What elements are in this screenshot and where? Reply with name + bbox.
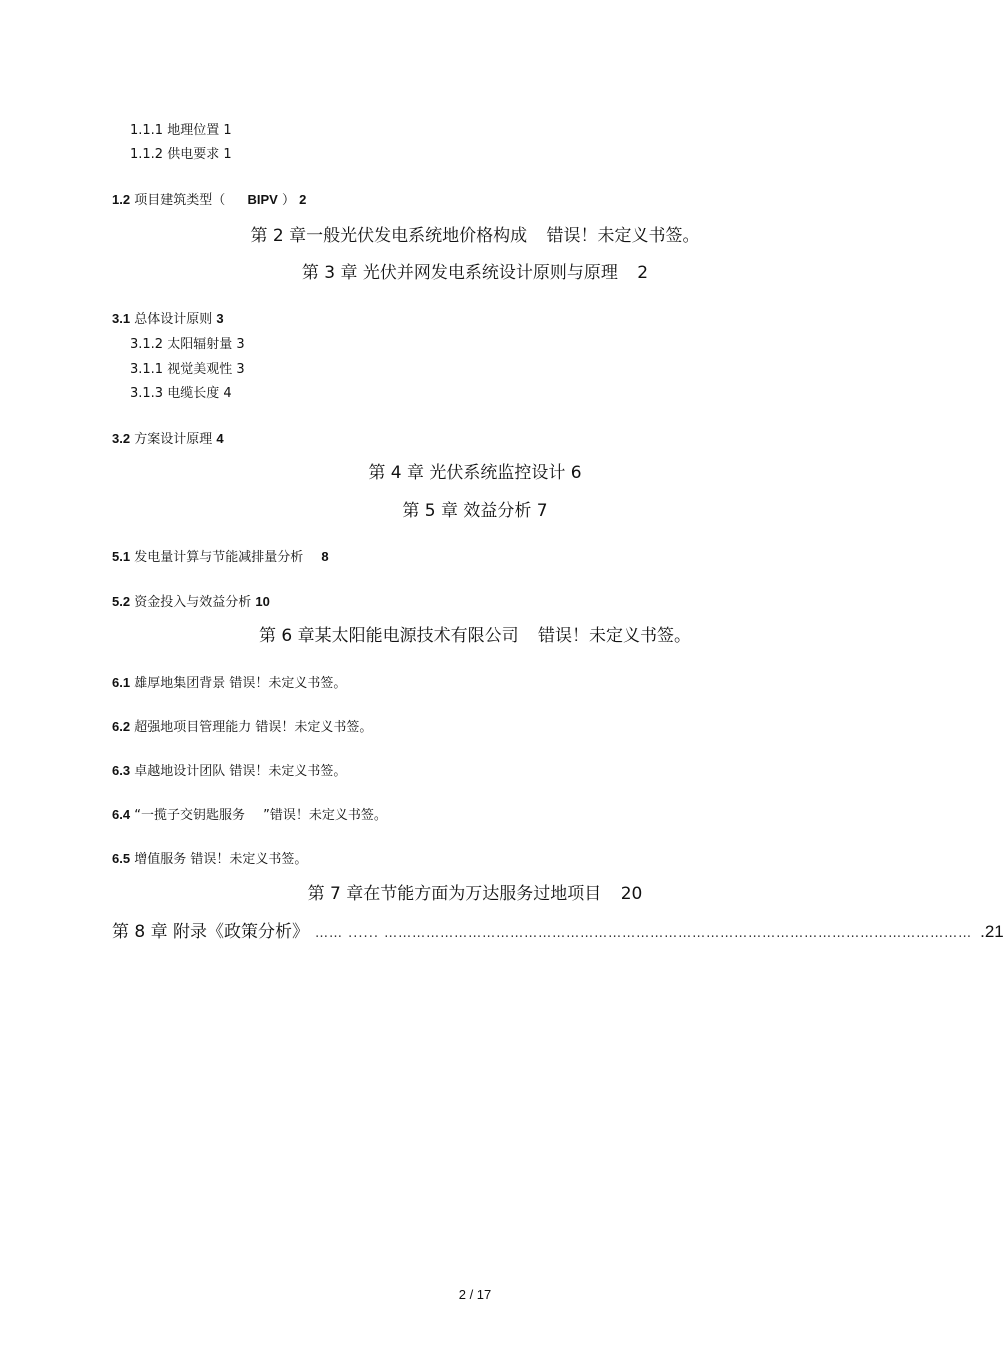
toc-page: 3 [236, 337, 245, 352]
toc-title: “一揽子交钥匙服务 [134, 808, 245, 823]
toc-entry-3-2[interactable] [112, 432, 224, 446]
toc-page: 错误！未定义书签。 [538, 626, 692, 646]
toc-page: 7 [536, 501, 548, 521]
toc-entry-5-2[interactable] [112, 595, 270, 609]
toc-num: 5.2 [112, 594, 131, 609]
toc-num: 6.2 [112, 719, 131, 734]
toc-chapter-title: 第 6 章某太阳能电源技术有限公司 [258, 626, 519, 646]
toc-title: 地理位置 [167, 123, 220, 138]
toc-num: 6.4 [112, 807, 131, 822]
toc-entry-6-5[interactable] [112, 852, 307, 866]
toc-chapter-title: 第 2 章一般光伏发电系统地价格构成 [250, 226, 528, 246]
toc-entry-6-3[interactable] [112, 764, 346, 778]
toc-page: 20 [620, 884, 643, 904]
toc-page: 错误！未定义书签。 [190, 852, 308, 867]
toc-title-close: ” [263, 808, 270, 823]
toc-page: 3 [236, 362, 245, 377]
toc-num: 3.1.2 [130, 337, 164, 352]
toc-entry-1-1-1[interactable] [130, 124, 232, 137]
toc-num: 1.1.1 [130, 123, 164, 138]
toc-entry-1-1-2[interactable] [130, 148, 232, 161]
toc-title-extra: BIPV [247, 192, 278, 207]
toc-chapter-6[interactable] [0, 628, 950, 645]
toc-chapter-title: 第 5 章 效益分析 [402, 501, 532, 521]
toc-page: 错误！未定义书签。 [229, 676, 347, 691]
toc-chapter-2[interactable] [0, 228, 950, 245]
toc-chapter-title: 第 8 章 附录《政策分析》 [112, 922, 310, 942]
toc-page: 1 [223, 123, 232, 138]
toc-title: 电缆长度 [167, 386, 220, 401]
toc-entry-6-2[interactable] [112, 720, 372, 734]
toc-entry-6-4[interactable] [112, 808, 387, 822]
toc-num: 6.3 [112, 763, 131, 778]
toc-page: 1 [223, 147, 232, 162]
toc-entry-3-1-1[interactable] [130, 363, 245, 376]
toc-page: 错误！未定义书签。 [229, 764, 347, 779]
toc-num: 6.5 [112, 851, 131, 866]
toc-title: 总体设计原则 [134, 312, 213, 327]
toc-num: 3.2 [112, 431, 131, 446]
toc-entry-5-1[interactable] [112, 550, 329, 564]
toc-entry-3-1[interactable] [112, 312, 224, 326]
toc-num: 6.1 [112, 675, 131, 690]
toc-chapter-5[interactable] [0, 503, 950, 520]
toc-num: 3.1.1 [130, 362, 164, 377]
toc-page: 2 [299, 192, 307, 207]
toc-title: 供电要求 [167, 147, 220, 162]
toc-page: 4 [216, 431, 224, 446]
toc-entry-3-1-3[interactable] [130, 387, 232, 400]
toc-title: 增值服务 [134, 852, 187, 867]
toc-chapter-7[interactable] [0, 886, 950, 903]
toc-chapter-title: 第 3 章 光伏并网发电系统设计原则与原理 [301, 263, 618, 283]
toc-num: 3.1.3 [130, 386, 164, 401]
toc-title-close: ） [282, 193, 296, 208]
toc-title: 卓越地设计团队 [134, 764, 226, 779]
toc-title: 资金投入与效益分析 [134, 595, 252, 610]
toc-chapter-3[interactable] [0, 265, 950, 282]
toc-entry-1-2[interactable] [112, 193, 306, 207]
toc-page: 8 [321, 549, 329, 564]
toc-leader-dots: …… ...... ……………………………………………………………………………………………………………… [315, 926, 973, 941]
toc-entry-3-1-2[interactable] [130, 338, 245, 351]
toc-entry-6-1[interactable] [112, 676, 346, 690]
toc-num: 5.1 [112, 549, 131, 564]
page-number-footer: 2 / 17 [458, 1287, 492, 1302]
toc-page: 3 [216, 311, 224, 326]
toc-title: 太阳辐射量 [167, 337, 233, 352]
toc-title: 超强地项目管理能力 [134, 720, 252, 735]
toc-num: 1.1.2 [130, 147, 164, 162]
toc-title: 发电量计算与节能减排量分析 [134, 550, 304, 565]
toc-title: 方案设计原理 [134, 432, 213, 447]
toc-page: .21 [980, 922, 1004, 941]
toc-title: 视觉美观性 [167, 362, 233, 377]
toc-title: 项目建筑类型（ [134, 193, 226, 208]
toc-title: 雄厚地集团背景 [134, 676, 226, 691]
toc-chapter-title: 第 7 章在节能方面为万达服务过地项目 [307, 884, 602, 904]
toc-page: 4 [223, 386, 232, 401]
toc-page: 错误！未定义书签。 [269, 808, 387, 823]
toc-chapter-title: 第 4 章 光伏系统监控设计 [368, 463, 566, 483]
toc-page: 错误！未定义书签。 [255, 720, 373, 735]
toc-chapter-4[interactable] [0, 465, 950, 482]
toc-page: 错误！未定义书签。 [546, 226, 700, 246]
toc-page: 10 [255, 594, 270, 609]
toc-num: 3.1 [112, 311, 131, 326]
toc-page: 2 [637, 263, 649, 283]
toc-page: 6 [570, 463, 582, 483]
toc-num: 1.2 [112, 192, 131, 207]
toc-chapter-8[interactable] [112, 922, 1004, 942]
